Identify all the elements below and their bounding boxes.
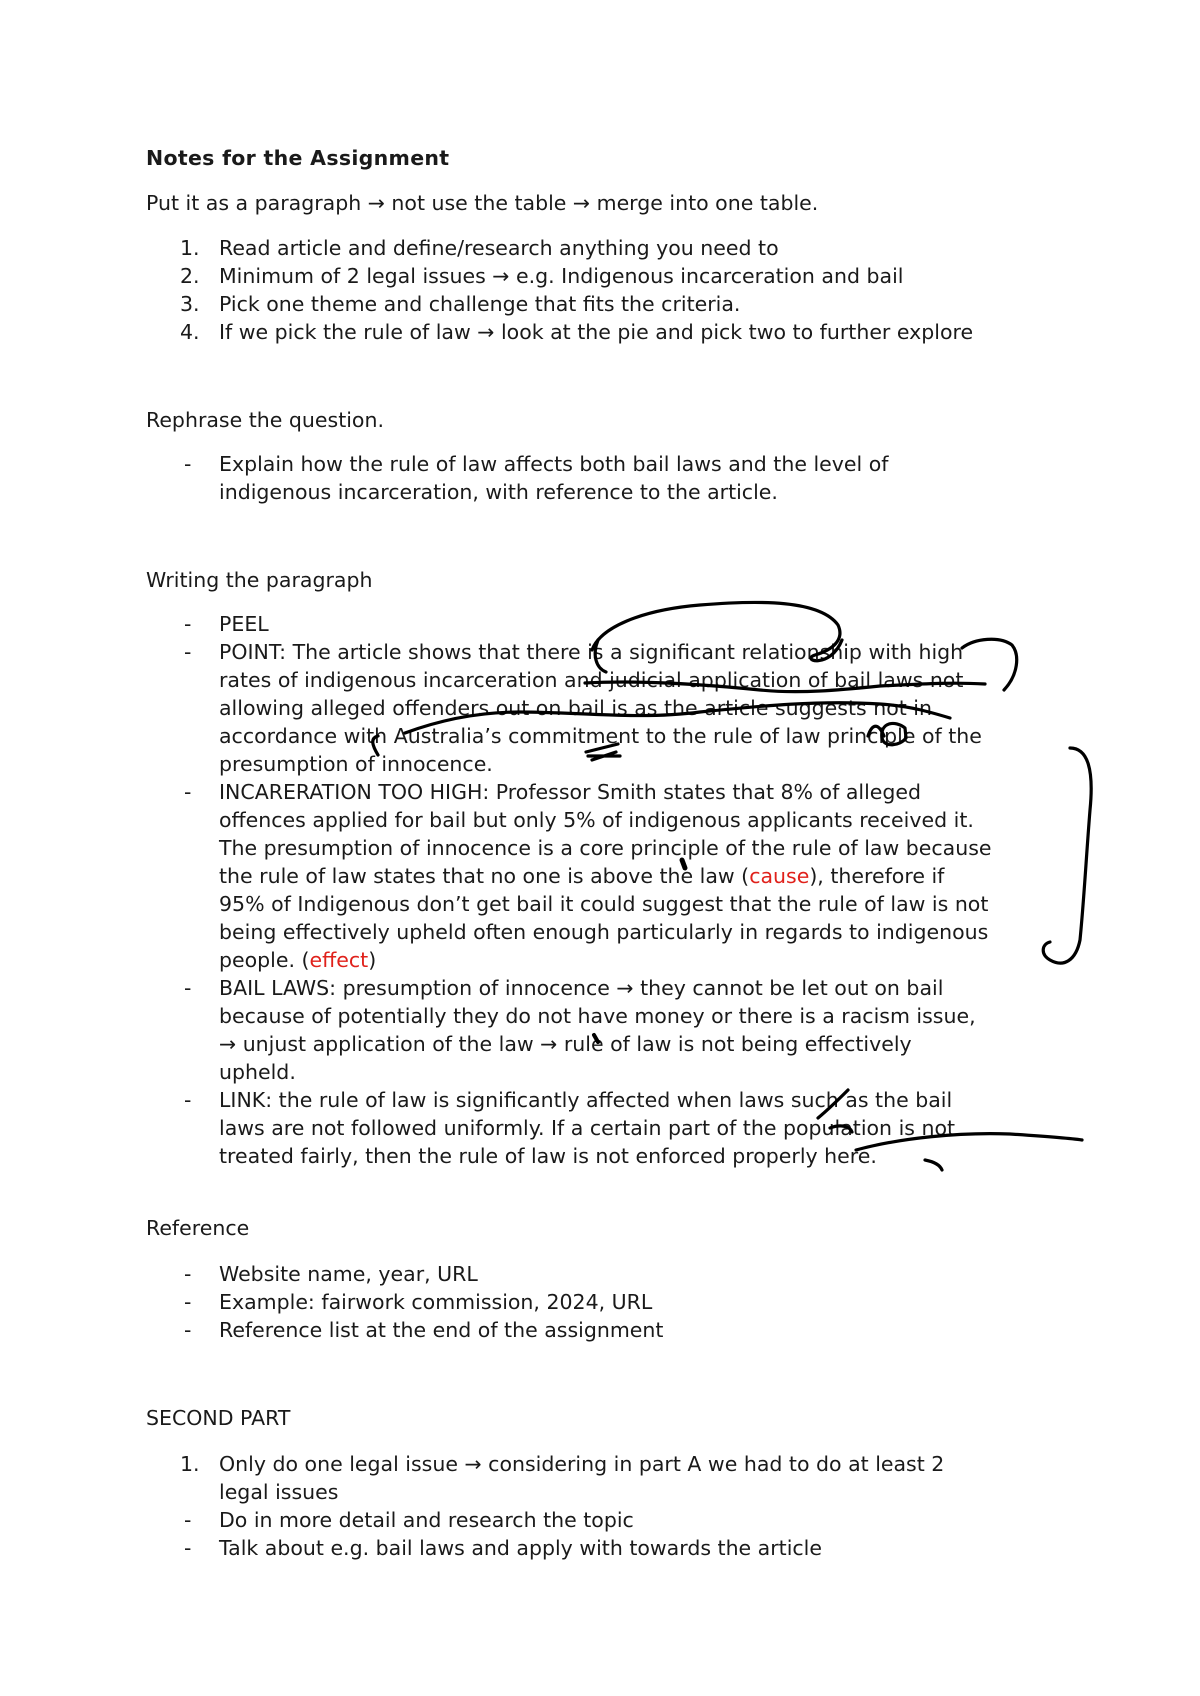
second-item: Do in more detail and research the topic: [219, 1508, 634, 1532]
list-marker: -: [184, 1318, 192, 1342]
second-item-line: legal issues: [219, 1480, 339, 1504]
cause-line: the rule of law states that no one is above the law (cause), therefore if: [219, 864, 945, 888]
ink-stroke: [925, 1160, 942, 1170]
ink-stroke: [962, 639, 1017, 690]
list-marker: -: [184, 976, 192, 1000]
list-marker: -: [184, 640, 192, 664]
reference-item: Reference list at the end of the assignment: [219, 1318, 664, 1342]
reference-item: Example: fairwork commission, 2024, URL: [219, 1290, 653, 1314]
rephrase-line: indigenous incarceration, with reference to the article.: [219, 480, 778, 504]
reference-heading: Reference: [146, 1216, 250, 1240]
list-marker: -: [184, 1088, 192, 1112]
bail-line: BAIL LAWS: presumption of innocence → they cannot be let out on bail: [219, 976, 944, 1000]
bail-line: → unjust application of the law → rule of law is not being effectively: [219, 1032, 912, 1056]
incarceration-line: being effectively upheld often enough particularly in regards to indigenous: [219, 920, 989, 944]
incarceration-line: offences applied for bail but only 5% of indigenous applicants received it.: [219, 808, 974, 832]
second-item-line: Only do one legal issue → considering in part A we had to do at least 2: [219, 1452, 945, 1476]
list-item: If we pick the rule of law → look at the pie and pick two to further explore: [219, 320, 974, 344]
ink-bracket-stroke: [1043, 748, 1091, 963]
point-line: POINT: The article shows that there is a significant relationship with high: [219, 640, 964, 664]
link-line: laws are not followed uniformly. If a certain part of the population is not: [219, 1116, 956, 1140]
link-line: treated fairly, then the rule of law is not enforced properly here.: [219, 1144, 877, 1168]
effect-line: people. (effect): [219, 948, 377, 972]
intro-line: Put it as a paragraph → not use the table → merge into one table.: [146, 191, 819, 215]
incarceration-line: INCARERATION TOO HIGH: Professor Smith states that 8% of alleged: [219, 780, 922, 804]
bail-line: upheld.: [219, 1060, 296, 1084]
point-line: rates of indigenous incarceration and judicial application of bail laws not: [219, 668, 964, 692]
list-marker: 1.: [180, 236, 200, 260]
rephrase-heading: Rephrase the question.: [146, 408, 384, 432]
second-part-heading: SECOND PART: [146, 1406, 291, 1430]
list-item: Pick one theme and challenge that fits the criteria.: [219, 292, 741, 316]
list-marker: -: [184, 780, 192, 804]
point-line: presumption of innocence.: [219, 752, 493, 776]
reference-item: Website name, year, URL: [219, 1262, 478, 1286]
incarceration-line: 95% of Indigenous don’t get bail it could suggest that the rule of law is not: [219, 892, 989, 916]
list-marker: -: [184, 1508, 192, 1532]
rephrase-line: Explain how the rule of law affects both bail laws and the level of: [219, 452, 889, 476]
cause-label: cause: [749, 864, 810, 888]
link-line: LINK: the rule of law is significantly affected when laws such as the bail: [219, 1088, 953, 1112]
point-line: accordance with Australia’s commitment to the rule of law principle of the: [219, 724, 982, 748]
list-marker: -: [184, 1262, 192, 1286]
list-marker: 3.: [180, 292, 200, 316]
point-line: allowing alleged offenders out on bail is as the article suggests not in: [219, 696, 932, 720]
list-marker: -: [184, 452, 192, 476]
list-marker: -: [184, 1536, 192, 1560]
list-marker: -: [184, 1290, 192, 1314]
list-marker: -: [184, 612, 192, 636]
effect-label: effect: [309, 948, 369, 972]
list-marker: 2.: [180, 264, 200, 288]
incarceration-line: The presumption of innocence is a core principle of the rule of law because: [219, 836, 992, 860]
list-item: Read article and define/research anything you need to: [219, 236, 779, 260]
list-marker: 1.: [180, 1452, 200, 1476]
bail-line: because of potentially they do not have money or there is a racism issue,: [219, 1004, 976, 1028]
peel-item: PEEL: [219, 612, 269, 636]
list-marker: 4.: [180, 320, 200, 344]
second-item: Talk about e.g. bail laws and apply with towards the article: [219, 1536, 822, 1560]
list-item: Minimum of 2 legal issues → e.g. Indigenous incarceration and bail: [219, 264, 904, 288]
writing-heading: Writing the paragraph: [146, 568, 373, 592]
document-title: Notes for the Assignment: [146, 146, 450, 170]
